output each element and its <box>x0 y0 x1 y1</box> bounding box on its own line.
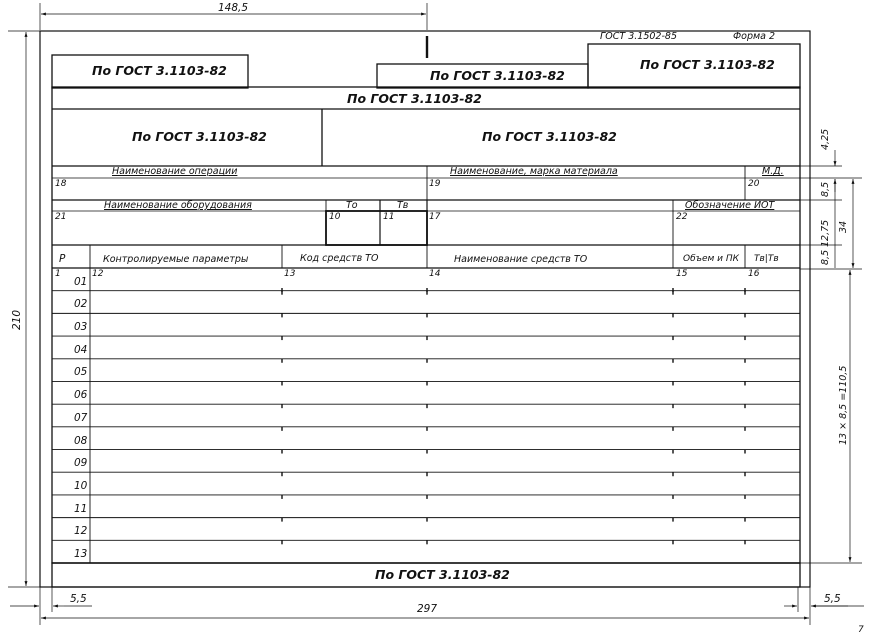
label-operation-name: Наименование операции <box>112 166 238 177</box>
ref-left: По ГОСТ 3.1103-82 <box>92 63 227 78</box>
label-to: То <box>346 200 358 211</box>
dim-148: 148,5 <box>218 2 249 14</box>
row-number: 12 <box>74 525 88 538</box>
row-number: 13 <box>74 548 88 560</box>
field-21: 21 <box>55 212 67 222</box>
dim-rows-total: 13 × 8,5 =110,5 <box>838 365 849 445</box>
col-volume-pk: Объем и ПК <box>683 254 740 264</box>
dim-margin-left: 5,5 <box>70 593 87 605</box>
dim-297: 297 <box>417 603 438 615</box>
field-15: 15 <box>676 269 688 279</box>
col-controlled-params: Контролируемые параметры <box>103 254 249 265</box>
ref-block-right: По ГОСТ 3.1103-82 <box>482 129 617 144</box>
form-frame <box>52 87 800 563</box>
ref-row: По ГОСТ 3.1103-82 <box>347 91 482 106</box>
col-to-tv: Тв|Тв <box>754 254 779 264</box>
ref-block-left: По ГОСТ 3.1103-82 <box>132 129 267 144</box>
dim-34: 34 <box>838 220 849 233</box>
field-16: 16 <box>748 269 760 279</box>
field-13: 13 <box>284 269 296 279</box>
col-p: Р <box>59 253 66 265</box>
row-number: 07 <box>74 411 88 424</box>
dim-margin-right: 5,5 <box>824 593 841 605</box>
dim-425: 4,25 <box>820 128 831 150</box>
row-number: 09 <box>74 457 88 470</box>
label-md: М.Д. <box>762 166 784 177</box>
row-number: 04 <box>74 343 88 356</box>
row-number: 02 <box>74 298 88 311</box>
label-iot: Обозначение ИОТ <box>685 200 775 211</box>
gost-header: ГОСТ 3.1502-85 <box>600 31 677 42</box>
dim-85-a: 8,5 <box>820 181 831 197</box>
form-label: Форма 2 <box>733 31 776 42</box>
field-11: 11 <box>383 212 395 222</box>
ref-footer: По ГОСТ 3.1103-82 <box>375 567 510 582</box>
row-number: 03 <box>74 321 88 334</box>
dim-210: 210 <box>11 309 23 330</box>
col-name-to: Наименование средств ТО <box>454 254 588 265</box>
col-code-to: Код средств ТО <box>300 253 379 264</box>
field-19: 19 <box>429 179 441 189</box>
ref-middle: По ГОСТ 3.1103-82 <box>430 68 565 83</box>
row-number: 11 <box>74 502 88 515</box>
field-14: 14 <box>429 269 441 279</box>
field-20: 20 <box>748 179 760 189</box>
ref-right: По ГОСТ 3.1103-82 <box>640 57 775 72</box>
field-1: 1 <box>55 269 61 279</box>
row-number: 05 <box>74 366 88 379</box>
field-17: 17 <box>429 212 441 222</box>
label-material-name: Наименование, марка материала <box>450 166 618 177</box>
label-equipment-name: Наименование оборудования <box>104 200 252 211</box>
sheet-border <box>40 31 810 587</box>
row-number: 10 <box>74 479 88 492</box>
page-number: 7 <box>858 625 864 635</box>
field-22: 22 <box>676 212 688 222</box>
field-10: 10 <box>329 212 341 222</box>
label-tv: Тв <box>397 200 409 211</box>
dim-85-b: 8,5 <box>820 249 831 265</box>
row-number: 06 <box>74 389 88 402</box>
row-number: 08 <box>74 434 88 447</box>
field-12: 12 <box>92 269 104 279</box>
row-number: 01 <box>74 275 88 288</box>
dim-1275: 12,75 <box>820 219 831 247</box>
field-18: 18 <box>55 179 67 189</box>
